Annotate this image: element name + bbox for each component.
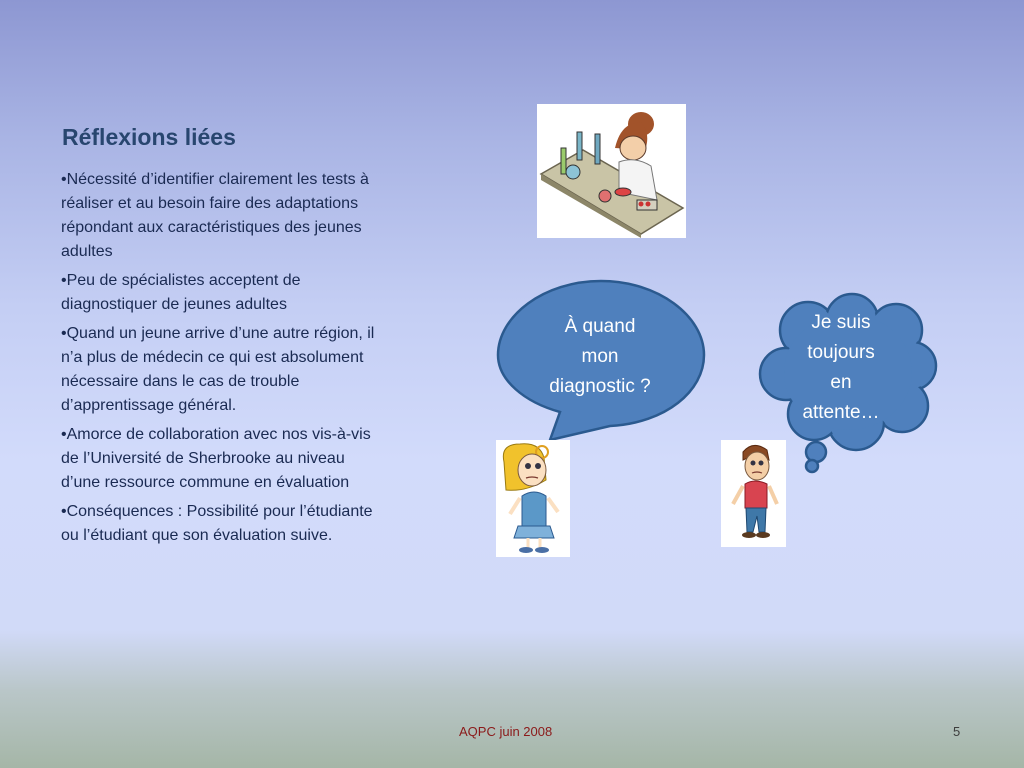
- speech-bubble-text: [524, 312, 676, 402]
- thought-line: toujours: [807, 342, 875, 363]
- thought-bubble-text: [776, 308, 906, 428]
- thought-line: Je suis: [811, 312, 871, 333]
- bullet-list: [61, 168, 379, 553]
- bullet-item: •Quand un jeune arrive d’une autre région, il n’a plus de médecin ce qui est absolument nécessaire dans le cas de trouble d’apprentissage général.: [61, 325, 375, 414]
- bullet-item: •Nécessité d’identifier clairement les tests à réaliser et au besoin faire des adaptations répondant aux caractéristiques des jeunes adultes: [61, 171, 369, 260]
- speech-line: diagnostic ?: [549, 376, 651, 397]
- bullet-item: •Conséquences : Possibilité pour l’étudiante ou l’étudiant que son évaluation suive.: [61, 503, 373, 544]
- thought-line: en: [830, 372, 852, 393]
- bullet-item: •Amorce de collaboration avec nos vis-à-vis de l’Université de Sherbrooke au niveau d’une ressource commune en évaluation: [61, 426, 371, 491]
- speech-line: mon: [581, 346, 619, 367]
- lab-scientist-clipart: [537, 104, 686, 238]
- boy-clipart: [721, 440, 786, 547]
- slide-title: Réflexions liées: [62, 124, 236, 150]
- girl-clipart: [496, 440, 570, 557]
- thought-line: attente…: [802, 402, 880, 423]
- bullet-item: •Peu de spécialistes acceptent de diagnostiquer de jeunes adultes: [61, 272, 301, 313]
- page-number: 5: [953, 724, 961, 739]
- speech-line: À quand: [564, 316, 636, 337]
- footer-text: AQPC juin 2008: [459, 724, 553, 739]
